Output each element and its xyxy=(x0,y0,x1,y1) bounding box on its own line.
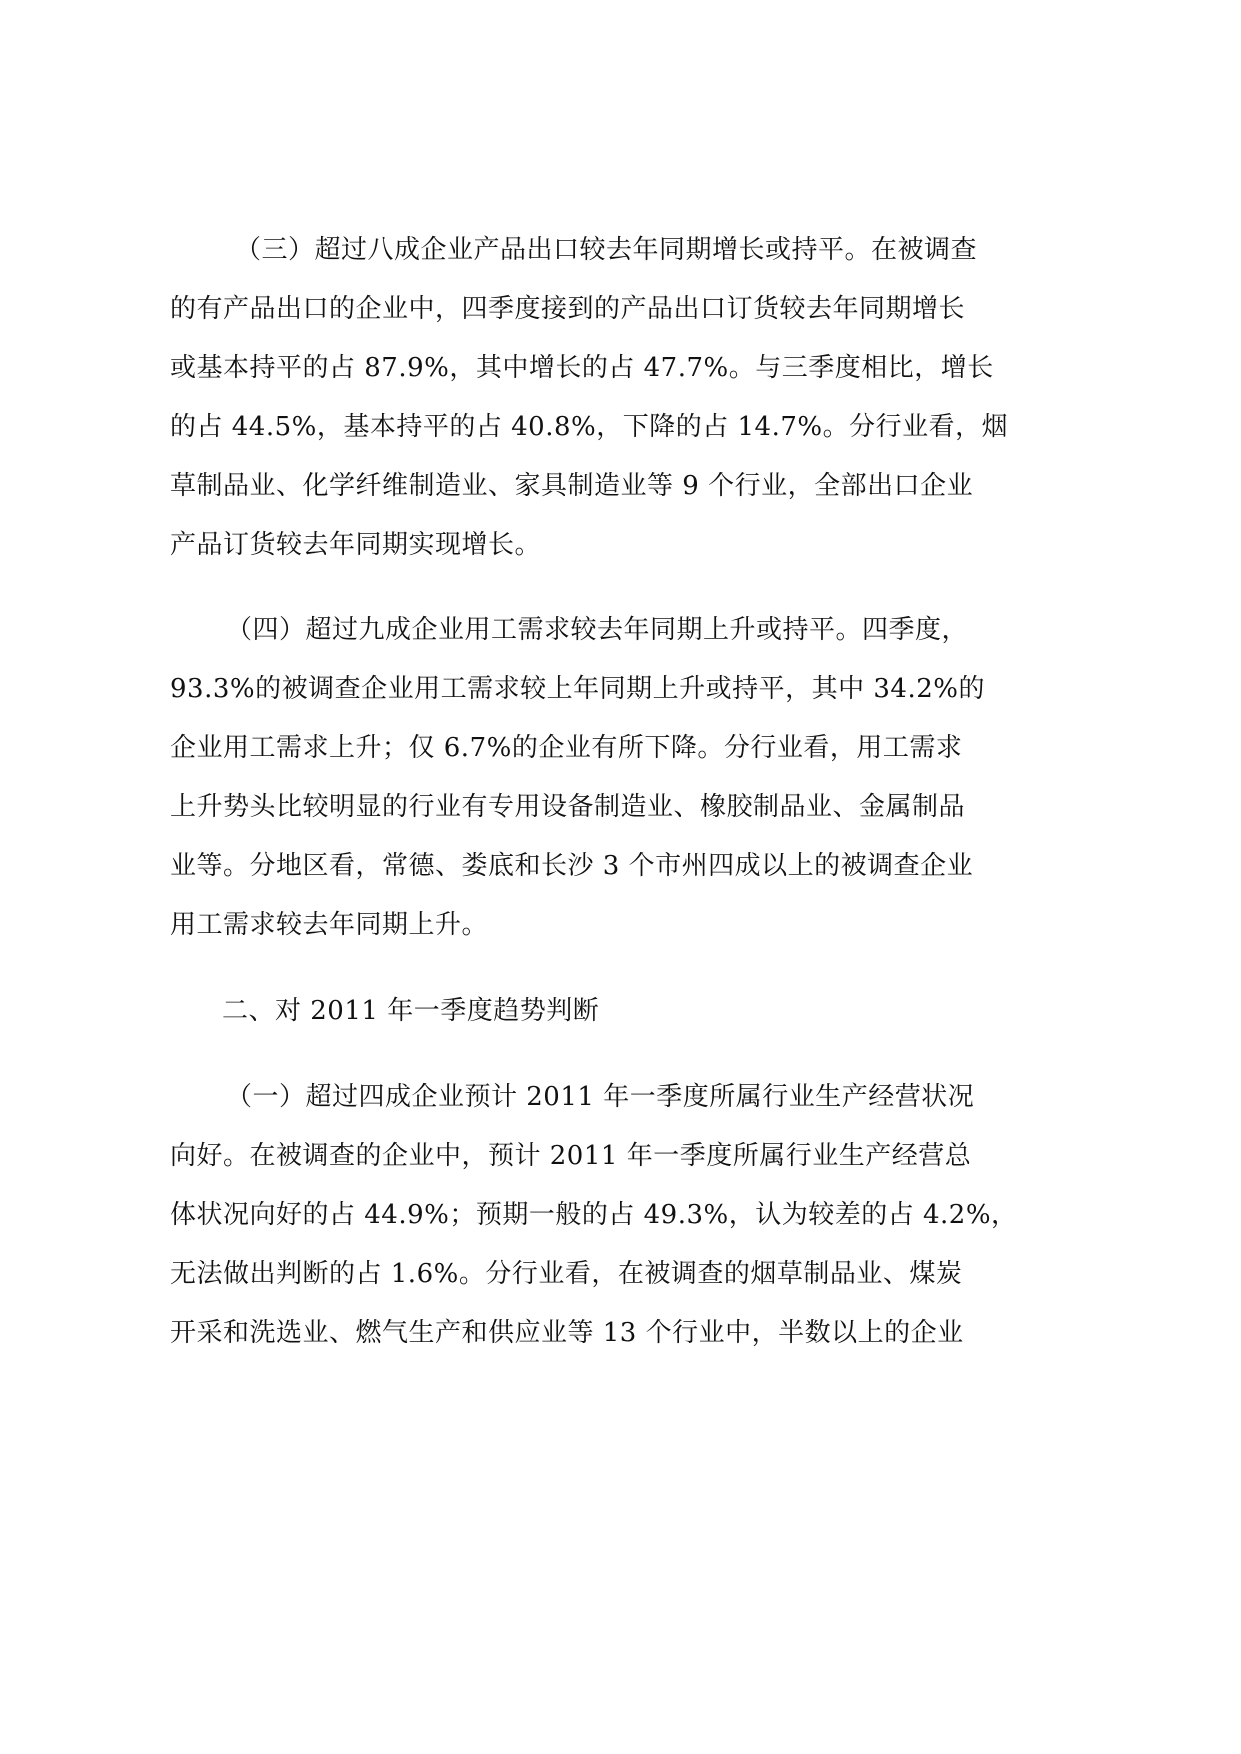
paragraph-line: （三）超过八成企业产品出口较去年同期增长或持平。在被调查 xyxy=(235,235,978,265)
paragraph-line: 或基本持平的占 87.9%，其中增长的占 47.7%。与三季度相比，增长 xyxy=(170,353,994,383)
paragraph-line: 93.3%的被调查企业用工需求较上年同期上升或持平，其中 34.2%的 xyxy=(170,674,985,704)
paragraph-line: 体状况向好的占 44.9%；预期一般的占 49.3%，认为较差的占 4.2%， xyxy=(170,1200,1018,1230)
paragraph-line: 用工需求较去年同期上升。 xyxy=(170,910,489,940)
paragraph-line: 无法做出判断的占 1.6%。分行业看，在被调查的烟草制品业、煤炭 xyxy=(170,1259,963,1289)
paragraph-line: 上升势头比较明显的行业有专用设备制造业、橡胶制品业、金属制品 xyxy=(170,792,966,822)
paragraph-line: 的有产品出口的企业中，四季度接到的产品出口订货较去年同期增长 xyxy=(170,294,966,324)
paragraph-line: （四）超过九成企业用工需求较去年同期上升或持平。四季度， xyxy=(226,615,969,645)
paragraph-line: 向好。在被调查的企业中，预计 2011 年一季度所属行业生产经营总 xyxy=(170,1141,972,1171)
paragraph-line: 产品订货较去年同期实现增长。 xyxy=(170,530,542,560)
paragraph-line: 的占 44.5%，基本持平的占 40.8%，下降的占 14.7%。分行业看，烟 xyxy=(170,412,1009,442)
paragraph-line: （一）超过四成企业预计 2011 年一季度所属行业生产经营状况 xyxy=(226,1082,975,1112)
paragraph-line: 草制品业、化学纤维制造业、家具制造业等 9 个行业，全部出口企业 xyxy=(170,471,974,501)
paragraph-line: 企业用工需求上升；仅 6.7%的企业有所下降。分行业看，用工需求 xyxy=(170,733,963,763)
paragraph-line: 开采和洗选业、燃气生产和供应业等 13 个行业中，半数以上的企业 xyxy=(170,1318,964,1348)
paragraph-line: 业等。分地区看，常德、娄底和长沙 3 个市州四成以上的被调查企业 xyxy=(170,851,974,881)
section-heading: 二、对 2011 年一季度趋势判断 xyxy=(222,996,600,1026)
